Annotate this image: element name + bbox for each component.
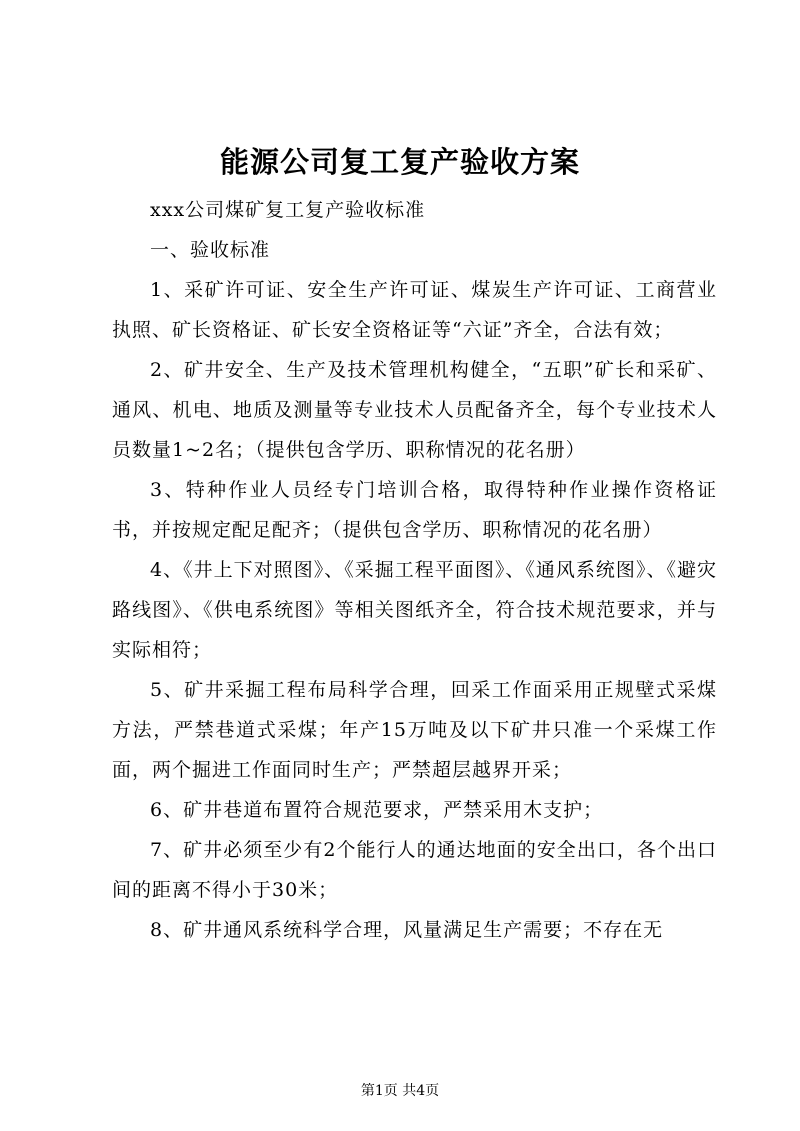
paragraph-item-8: 8、矿井通风系统科学合理，风量满足生产需要；不存在无 bbox=[150, 919, 664, 941]
paragraph-item-3: 3、特种作业人员经专门培训合格，取得特种作业操作资格证书，并按规定配足配齐；（提供包含学历、职称情况的花名册） bbox=[112, 479, 717, 541]
paragraph-item-2: 2、矿井安全、生产及技术管理机构健全，“五职”矿长和采矿、通风、机电、地质及测量等专业技术人员配备齐全，每个专业技术人员数量1~2名；（提供包含学历、职称情况的花名册） bbox=[112, 359, 717, 461]
paragraph-subtitle: xxx公司煤矿复工复产验收标准 bbox=[150, 199, 426, 221]
paragraph-item-4: 4、《井上下对照图》、《采掘工程平面图》、《通风系统图》、《避灾路线图》、《供电系统图》等相关图纸齐全，符合技术规范要求，并与实际相符； bbox=[112, 559, 717, 661]
paragraph-section-heading: 一、验收标准 bbox=[150, 239, 271, 261]
paragraph-item-6: 6、矿井巷道布置符合规范要求，严禁采用木支护； bbox=[150, 799, 604, 821]
paragraph-item-5: 5、矿井采掘工程布局科学合理，回采工作面采用正规壁式采煤方法，严禁巷道式采煤；年产15万吨及以下矿井只准一个采煤工作面，两个掘进工作面同时生产；严禁超层越界开采； bbox=[112, 679, 717, 781]
paragraph-item-1: 1、采矿许可证、安全生产许可证、煤炭生产许可证、工商营业执照、矿长资格证、矿长安全资格证等“六证”齐全，合法有效； bbox=[112, 279, 717, 341]
page-footer: 第1页 共4页 bbox=[360, 1083, 440, 1099]
paragraph-item-7: 7、矿井必须至少有2个能行人的通达地面的安全出口，各个出口间的距离不得小于30米； bbox=[112, 839, 717, 901]
document-body bbox=[112, 190, 717, 950]
document-title: 能源公司复工复产验收方案 bbox=[219, 145, 580, 179]
